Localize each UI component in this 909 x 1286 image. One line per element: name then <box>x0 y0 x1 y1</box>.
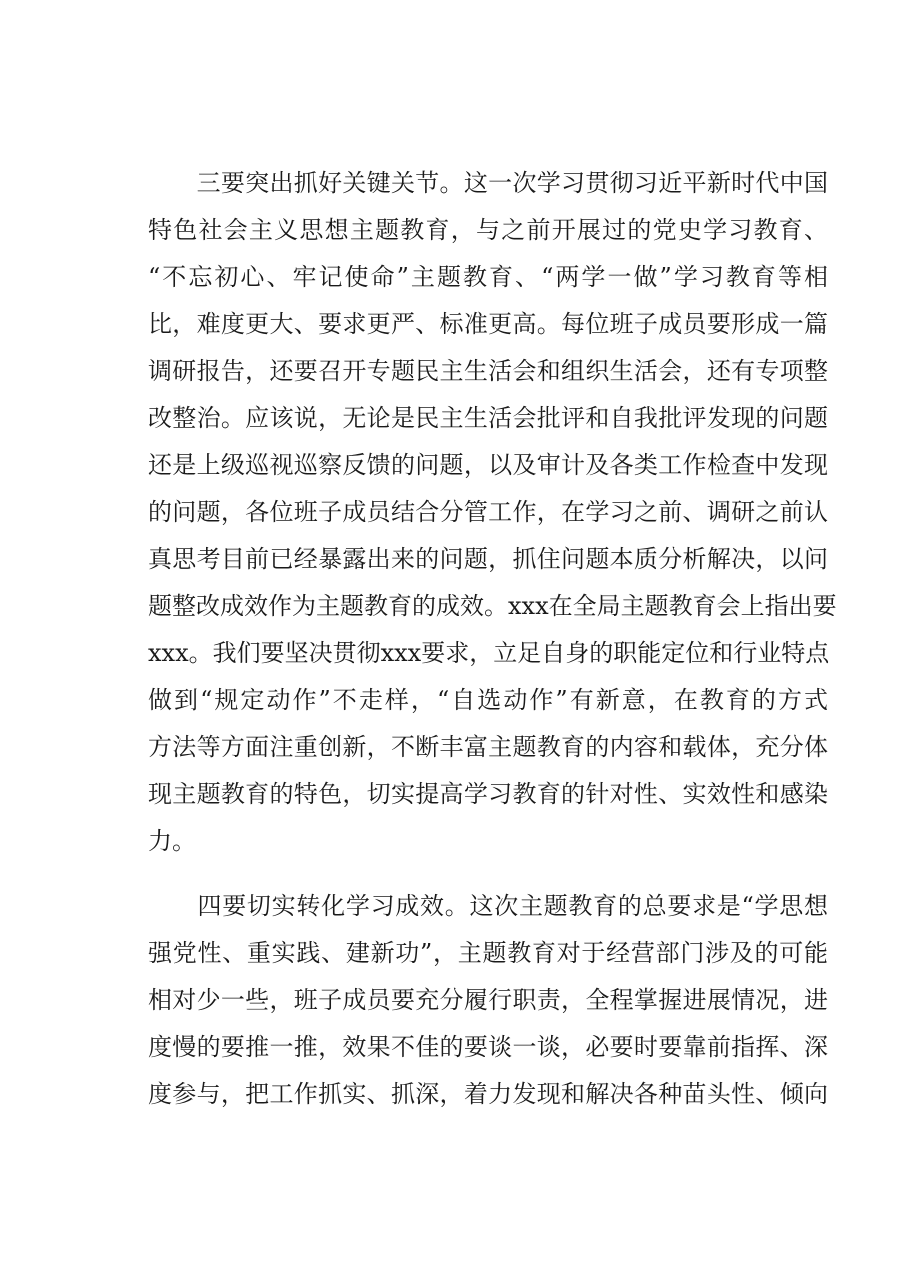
paragraph-line: 真思考目前已经暴露出来的问题，抓住问题本质分析解决，以问 <box>148 545 828 573</box>
paragraph-line: 的问题，各位班子成员结合分管工作，在学习之前、调研之前认 <box>148 498 828 526</box>
paragraph-line: “不忘初心、牢记使命”主题教育、“两学一做”学习教育等相 <box>148 263 828 291</box>
paragraph-line: 现主题教育的特色，切实提高学习教育的针对性、实效性和感染 <box>148 780 828 808</box>
paragraph-line: 调研报告，还要召开专题民主生活会和组织生活会，还有专项整 <box>148 357 828 385</box>
paragraph-line: 相对少一些，班子成员要充分履行职责，全程掌握进展情况，进 <box>148 986 828 1014</box>
paragraph-line: 比，难度更大、要求更严、标准更高。每位班子成员要形成一篇 <box>148 310 828 338</box>
document-body <box>148 160 837 1118</box>
paragraph-line: 力。 <box>148 827 196 855</box>
paragraph-line: 改整治。应该说，无论是民主生活会批评和自我批评发现的问题 <box>148 404 828 432</box>
paragraph-line: xxx。我们要坚决贯彻xxx要求，立足自身的职能定位和行业特点 <box>148 639 830 667</box>
paragraph-line: 特色社会主义思想主题教育，与之前开展过的党史学习教育、 <box>148 216 828 244</box>
paragraph-line: 题整改成效作为主题教育的成效。xxx在全局主题教育会上指出要 <box>148 592 837 620</box>
paragraph-spacer <box>148 865 828 883</box>
paragraph-line: 做到“规定动作”不走样，“自选动作”有新意，在教育的方式 <box>148 686 828 714</box>
paragraph-line: 度参与，把工作抓实、抓深，着力发现和解决各种苗头性、倾向 <box>148 1080 828 1108</box>
paragraph-3-key-links <box>148 160 837 865</box>
paragraph-line: 方法等方面注重创新，不断丰富主题教育的内容和载体，充分体 <box>148 733 828 761</box>
paragraph-line: 三要突出抓好关键关节。这一次学习贯彻习近平新时代中国 <box>148 169 828 197</box>
paragraph-line: 四要切实转化学习成效。这次主题教育的总要求是“学思想 <box>148 892 828 920</box>
paragraph-line: 还是上级巡视巡察反馈的问题，以及审计及各类工作检查中发现 <box>148 451 828 479</box>
paragraph-line: 度慢的要推一推，效果不佳的要谈一谈，必要时要靠前指挥、深 <box>148 1033 828 1061</box>
paragraph-4-learning-results <box>148 883 828 1118</box>
paragraph-line: 强党性、重实践、建新功”，主题教育对于经营部门涉及的可能 <box>148 939 828 967</box>
